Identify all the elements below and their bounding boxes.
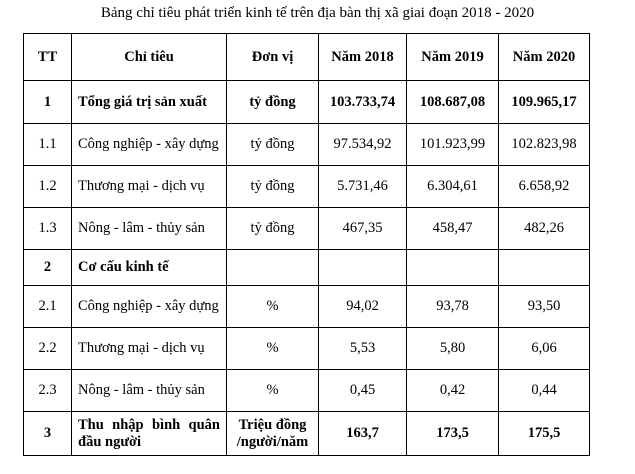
row-unit: Triệu đồng /người/năm [227, 412, 319, 456]
row-2018: 97.534,92 [319, 124, 407, 166]
row-2020: 482,26 [499, 208, 590, 250]
row-unit: tỷ đồng [227, 166, 319, 208]
row-2018: 163,7 [319, 412, 407, 456]
table-row [24, 124, 590, 166]
economic-indicators-table [23, 33, 590, 456]
row-indicator: Cơ cấu kinh tế [72, 250, 227, 286]
row-2020: 0,44 [499, 370, 590, 412]
row-indicator: Công nghiệp - xây dựng [72, 124, 227, 166]
row-2019: 173,5 [407, 412, 499, 456]
row-2018: 5,53 [319, 328, 407, 370]
row-2019: 108.687,08 [407, 81, 499, 124]
header-indicator: Chỉ tiêu [72, 34, 227, 81]
header-2020: Năm 2020 [499, 34, 590, 81]
row-2019: 93,78 [407, 286, 499, 328]
row-2019: 101.923,99 [407, 124, 499, 166]
row-2019: 6.304,61 [407, 166, 499, 208]
table-row [24, 286, 590, 328]
row-2019: 0,42 [407, 370, 499, 412]
row-2019: 458,47 [407, 208, 499, 250]
row-2018: 103.733,74 [319, 81, 407, 124]
row-2018: 0,45 [319, 370, 407, 412]
row-2020 [499, 250, 590, 286]
row-indicator: Nông - lâm - thủy sản [72, 208, 227, 250]
row-unit: % [227, 328, 319, 370]
row-unit: tỷ đồng [227, 208, 319, 250]
row-2018 [319, 250, 407, 286]
row-tt: 1.2 [24, 166, 72, 208]
header-row [24, 34, 590, 81]
header-unit: Đơn vị [227, 34, 319, 81]
row-tt: 3 [24, 412, 72, 456]
row-2019 [407, 250, 499, 286]
row-indicator: Tổng giá trị sản xuất [72, 81, 227, 124]
table-row [24, 208, 590, 250]
row-indicator: Thương mại - dịch vụ [72, 166, 227, 208]
table-row [24, 328, 590, 370]
row-2020: 109.965,17 [499, 81, 590, 124]
row-2020: 93,50 [499, 286, 590, 328]
row-indicator: Công nghiệp - xây dựng [72, 286, 227, 328]
table-row [24, 412, 590, 456]
row-2020: 6.658,92 [499, 166, 590, 208]
header-2019: Năm 2019 [407, 34, 499, 81]
row-unit [227, 250, 319, 286]
header-tt: TT [24, 34, 72, 81]
row-tt: 2.2 [24, 328, 72, 370]
header-2018: Năm 2018 [319, 34, 407, 81]
row-2018: 467,35 [319, 208, 407, 250]
row-tt: 1.3 [24, 208, 72, 250]
row-unit: tỷ đồng [227, 81, 319, 124]
table-caption: Bảng chỉ tiêu phát triển kinh tế trên địa bàn thị xã giai đoạn 2018 - 2020 [100, 5, 535, 21]
row-2020: 6,06 [499, 328, 590, 370]
row-unit: % [227, 370, 319, 412]
row-unit: % [227, 286, 319, 328]
row-tt: 1 [24, 81, 72, 124]
row-2018: 5.731,46 [319, 166, 407, 208]
row-2019: 5,80 [407, 328, 499, 370]
row-tt: 2.1 [24, 286, 72, 328]
table-row [24, 250, 590, 286]
row-indicator: Thu nhập bình quân đầu người [72, 412, 227, 456]
row-unit: tỷ đồng [227, 124, 319, 166]
table-row [24, 370, 590, 412]
row-2020: 175,5 [499, 412, 590, 456]
table-row [24, 166, 590, 208]
row-2018: 94,02 [319, 286, 407, 328]
row-indicator: Thương mại - dịch vụ [72, 328, 227, 370]
row-tt: 2 [24, 250, 72, 286]
table-row [24, 81, 590, 124]
row-tt: 2.3 [24, 370, 72, 412]
row-indicator: Nông - lâm - thủy sản [72, 370, 227, 412]
row-2020: 102.823,98 [499, 124, 590, 166]
row-tt: 1.1 [24, 124, 72, 166]
